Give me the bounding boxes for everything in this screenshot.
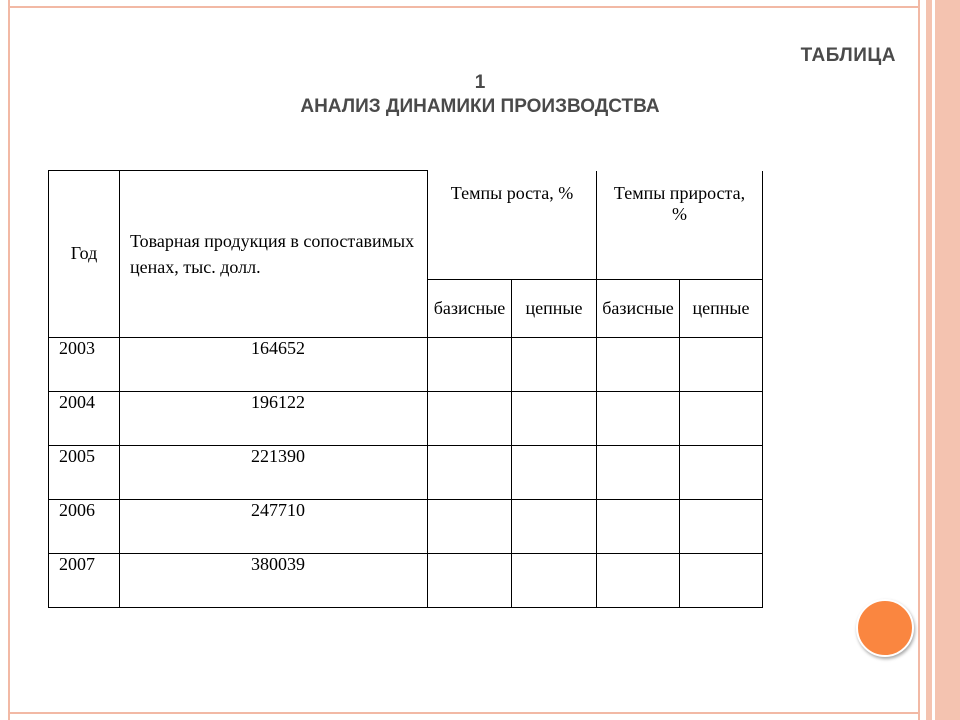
cell-empty — [597, 499, 680, 553]
production-dynamics-table — [48, 170, 763, 608]
decorative-orange-circle — [856, 599, 914, 657]
cell-empty — [428, 499, 512, 553]
table-row — [49, 553, 763, 607]
cell-empty — [428, 337, 512, 391]
cell-empty — [428, 553, 512, 607]
table-caption-label: ТАБЛИЦА — [800, 45, 896, 66]
header-year: Год — [49, 171, 120, 338]
cell-empty — [512, 553, 597, 607]
cell-empty — [512, 391, 597, 445]
table-row — [49, 391, 763, 445]
table-caption-number: 1 — [474, 72, 486, 93]
subheader-growth-basic: базисные — [428, 279, 512, 337]
cell-year: 2007 — [49, 553, 120, 607]
cell-empty — [428, 391, 512, 445]
cell-value: 247710 — [120, 499, 428, 553]
cell-empty — [680, 391, 763, 445]
subheader-increase-basic: базисные — [597, 279, 680, 337]
subheader-increase-chain: цепные — [680, 279, 763, 337]
cell-empty — [680, 445, 763, 499]
header-product: Товарная продукция в сопоставимых ценах, тыс. долл. — [120, 171, 428, 338]
cell-value: 196122 — [120, 391, 428, 445]
table-title: АНАЛИЗ ДИНАМИКИ ПРОИЗВОДСТВА — [300, 96, 660, 117]
cell-empty — [597, 391, 680, 445]
cell-year: 2005 — [49, 445, 120, 499]
cell-year: 2004 — [49, 391, 120, 445]
cell-value: 164652 — [120, 337, 428, 391]
cell-empty — [680, 337, 763, 391]
table-row — [49, 499, 763, 553]
cell-empty — [597, 445, 680, 499]
cell-empty — [597, 553, 680, 607]
header-increase-rate-label: Темпы прироста, % — [613, 182, 746, 224]
slide-frame-top — [8, 6, 920, 8]
cell-empty — [680, 499, 763, 553]
table-row — [49, 445, 763, 499]
cell-empty — [680, 553, 763, 607]
header-growth-rate-label: Темпы роста, % — [450, 182, 574, 203]
subheader-growth-chain: цепные — [512, 279, 597, 337]
cell-empty — [512, 445, 597, 499]
cell-value: 380039 — [120, 553, 428, 607]
cell-empty — [512, 337, 597, 391]
cell-empty — [597, 337, 680, 391]
cell-empty — [428, 445, 512, 499]
header-growth-rate — [428, 171, 597, 280]
cell-value: 221390 — [120, 445, 428, 499]
cell-year: 2006 — [49, 499, 120, 553]
header-increase-rate — [597, 171, 763, 280]
cell-empty — [512, 499, 597, 553]
table-header-row — [49, 171, 763, 280]
table-row — [49, 337, 763, 391]
cell-year: 2003 — [49, 337, 120, 391]
slide-frame-bottom — [8, 712, 920, 714]
